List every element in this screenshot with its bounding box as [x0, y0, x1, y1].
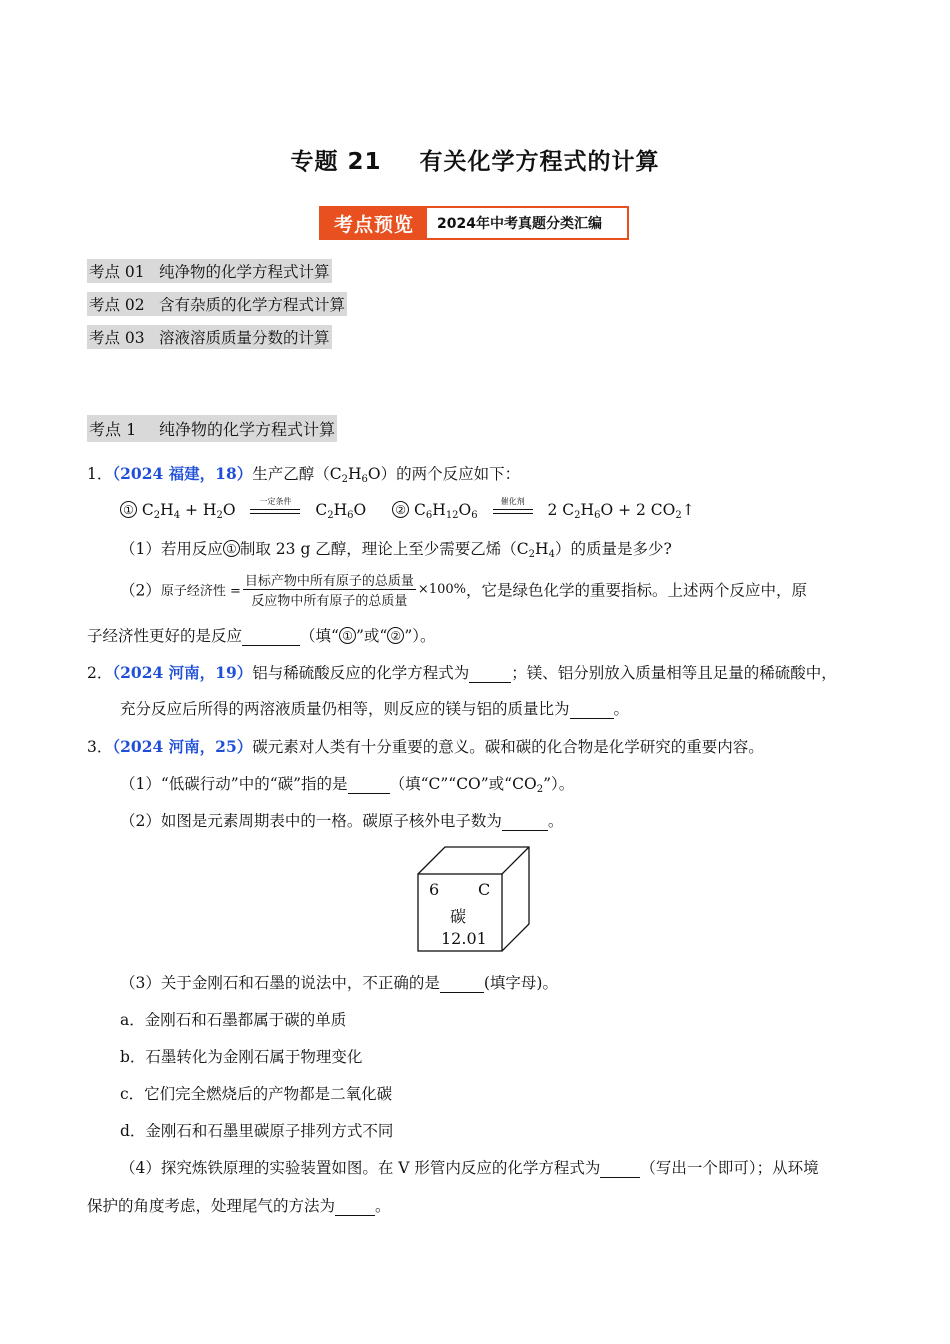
answer-blank[interactable]	[570, 700, 614, 719]
reaction-arrow-1: 一定条件	[250, 500, 300, 518]
q2-line1: 2．（2024 河南，19）铝与稀硫酸反应的化学方程式为 ；镁、铝分别放入质量相等且足量的稀硫酸中，	[87, 663, 837, 682]
toc-num: 考点 03	[89, 329, 145, 347]
option-b: b．石墨转化为金刚石属于物理变化	[120, 1048, 363, 1066]
title-prefix: 专题 21	[290, 149, 382, 175]
q1-source: （2024 福建，18）	[112, 464, 253, 483]
periodic-table-cell	[417, 846, 531, 952]
circle-2-label: ②	[392, 501, 409, 518]
circle-1-label: ①	[120, 501, 137, 518]
q3-source: （2024 河南，25）	[112, 737, 253, 756]
q3-part2: （2）如图是元素周期表中的一格。碳原子核外电子数为 。	[120, 812, 564, 830]
q1-part2: （2）原子经济性 = $\frac{\text{目标产物中所有原子的总质量}}{\text{反应物中所有原子的总质量}}$ ×100%，它是绿色化学的重要指标。上述两个反应中，原	[120, 570, 807, 609]
answer-blank[interactable]	[335, 1197, 375, 1216]
answer-blank[interactable]	[469, 664, 511, 683]
answer-blank[interactable]	[348, 775, 390, 794]
q3-part4-line2: 保护的角度考虑，处理尾气的方法为 。	[87, 1197, 391, 1215]
toc-item-2[interactable]	[87, 292, 347, 316]
atom-economy-fraction: $\frac{\text{目标产物中所有原子的总质量}}{\text{反应物中所有原子的总质量}}$	[243, 570, 416, 609]
title-main: 有关化学方程式的计算	[419, 149, 660, 175]
q3-part1: （1）“低碳行动”中的“碳”指的是 （填“C”“CO”或“$CO_2$”）。	[120, 775, 575, 795]
q2-line2: 充分反应后所得的两溶液质量仍相等，则反应的镁与铝的质量比为 。	[120, 700, 630, 718]
toc-num: 考点 01	[89, 263, 145, 281]
q1-part1: （1）若用反应 ① 制取 23 g 乙醇，理论上至少需要乙烯$(C_2H_4)$的质量是多少?	[120, 540, 672, 560]
q3-part4: （4）探究炼铁原理的实验装置如图。在 V 形管内反应的化学方程式为 （写出一个即可）；从环境	[120, 1159, 819, 1177]
q2-source: （2024 河南，19）	[112, 663, 253, 682]
option-d: d．金刚石和石墨里碳原子排列方式不同	[120, 1122, 394, 1140]
atom-economy-label: 原子经济性 =	[160, 584, 241, 599]
toc-label: 溶液溶质质量分数的计算	[159, 329, 330, 347]
answer-blank[interactable]	[502, 812, 548, 831]
section-heading	[87, 415, 337, 442]
page-title	[0, 143, 950, 176]
section-label: 纯净物的化学方程式计算	[159, 420, 336, 439]
element-name: 碳	[450, 907, 467, 926]
q1-stem: 1．（2024 福建，18）生产乙醇$(C_2H_6O)$的两个反应如下：	[87, 464, 521, 485]
option-a: a．金刚石和石墨都属于碳的单质	[120, 1011, 347, 1029]
banner-text: 2024年中考真题分类汇编	[437, 216, 602, 232]
banner-tag: 考点预览	[321, 208, 427, 238]
q1-equations: ① $C_2H_4 + H_2O$ 一定条件 $C_2H_6O$ ② $C_6H_{12}O_6$ 催化剂 2 $C_2H_6O + 2$ $CO_2↑$	[120, 500, 695, 519]
option-c: c．它们完全燃烧后的产物都是二氧化碳	[120, 1085, 393, 1103]
toc-item-1[interactable]	[87, 259, 332, 283]
reaction-arrow-2: 催化剂	[493, 500, 533, 518]
toc-item-3[interactable]	[87, 325, 332, 349]
answer-blank[interactable]	[440, 974, 484, 993]
q3-stem: 3．（2024 河南，25）碳元素对人类有十分重要的意义。碳和碳的化合物是化学研究的重要内容。	[87, 737, 764, 756]
q1-part2-line2: 子经济性更好的是反应 （填“ ① ”或“ ② ”）。	[87, 627, 436, 645]
atomic-number: 6	[429, 880, 440, 899]
toc-label: 纯净物的化学方程式计算	[159, 263, 330, 281]
answer-blank[interactable]	[242, 627, 300, 646]
preview-banner	[319, 206, 629, 240]
toc-label: 含有杂质的化学方程式计算	[159, 296, 346, 314]
section-num: 考点 1	[89, 420, 137, 439]
q3-part3: （3）关于金刚石和石墨的说法中，不正确的是 (填字母)。	[120, 974, 558, 992]
element-symbol: C	[478, 880, 491, 899]
answer-blank[interactable]	[600, 1159, 640, 1178]
atomic-mass: 12.01	[441, 929, 487, 948]
toc-num: 考点 02	[89, 296, 145, 314]
